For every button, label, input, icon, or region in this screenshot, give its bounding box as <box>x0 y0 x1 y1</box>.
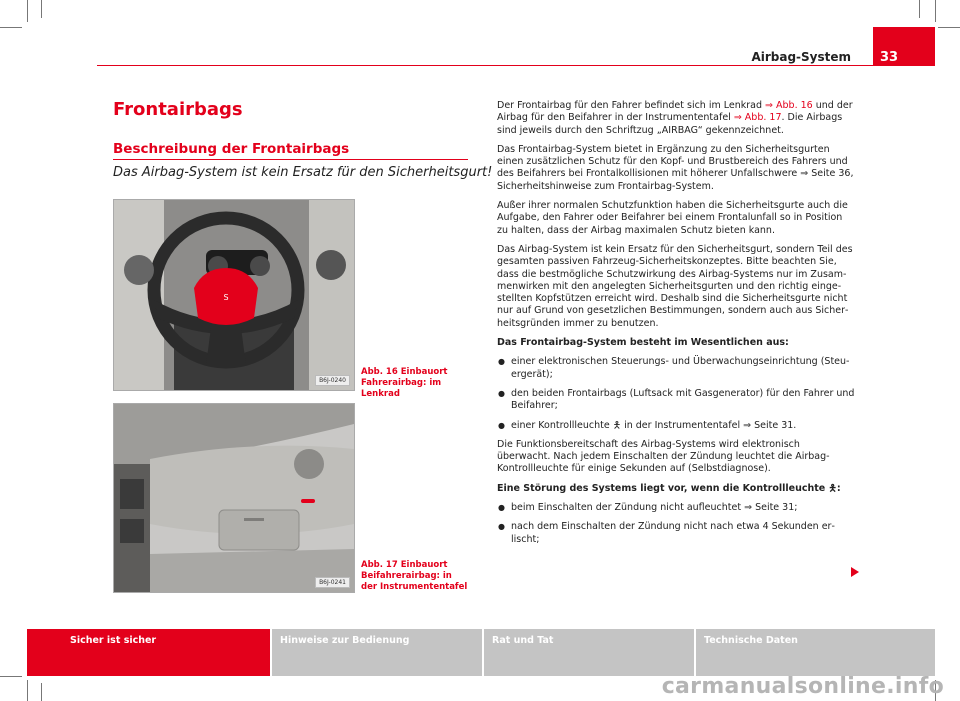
continue-arrow-icon <box>851 567 859 577</box>
list-item: ● einer Kontrollleuchte 🯅 in der Instrumententafel ⇒ Seite 31. <box>497 420 855 432</box>
crop-mark <box>0 27 22 28</box>
crop-mark <box>919 0 920 18</box>
figure-passenger-dashboard <box>113 403 355 593</box>
steering-wheel-illustration <box>114 200 354 390</box>
figure-caption: Abb. 16 Einbauort Fahrerairbag: im Lenkrad <box>361 367 448 399</box>
figure-code: B6J-0240 <box>315 375 350 386</box>
running-header: Airbag-System <box>751 50 851 64</box>
subtitle: Das Airbag-System ist kein Ersatz für den Sicherheitsgurt! <box>113 165 493 180</box>
subsection-title: Beschreibung der Frontairbags <box>113 141 350 157</box>
crop-mark <box>27 0 28 22</box>
footer-tab-hinweise-zur-bedienung[interactable]: Hinweise zur Bedienung <box>272 629 482 676</box>
paragraph: Das Frontairbag-System bietet in Ergänzung zu den Sicherheitsgurten einen zusätzlichen Schutz für den Kopf- und Brustbereich des Fahrers und des Beifahrers bei Frontalkollisionen mit höherer Unfallschwere ⇒ Seite 36, Sicherheitshinweise zum Frontairbag-System. <box>497 143 854 192</box>
paragraph: Außer ihrer normalen Schutzfunktion haben die Sicherheitsgurte auch die Aufgabe, den Fahrer oder Beifahrer bei einem Frontalunfall so in Position zu halten, dass der Airbag maximalen Schutz bieten kann. <box>497 200 848 236</box>
watermark: carmanualsonline.info <box>661 674 944 699</box>
page-number: 33 <box>873 27 935 66</box>
list-item: ● einer elektronischen Steuerungs- und Überwachungseinrichtung (Steuergerät); <box>497 356 855 381</box>
paragraph: Die Funktionsbereitschaft des Airbag-Systems wird elektronisch überwacht. Nach jedem Einschalten der Zündung leuchtet die Airbag-Kontrollleuchte für einige Sekunden auf (Selbstdiagnose). <box>497 438 830 475</box>
figure-code: B6J-0241 <box>315 577 350 588</box>
header-rule <box>97 65 935 66</box>
crop-mark <box>935 0 936 22</box>
footer-tab-sicher-ist-sicher[interactable]: Sicher ist sicher <box>27 629 270 676</box>
list-heading: Eine Störung des Systems liegt vor, wenn die Kontrollleuchte 🯅: <box>497 482 841 494</box>
list-item: ● beim Einschalten der Zündung nicht aufleuchtet ⇒ Seite 31; <box>497 502 855 514</box>
crop-mark <box>41 0 42 18</box>
crop-mark <box>938 27 960 28</box>
section-title: Frontairbags <box>113 99 243 120</box>
paragraph: Das Airbag-System ist kein Ersatz für den Sicherheitsgurt, sondern Teil des gesamten passiven Fahrzeug-Sicherheitskonzeptes. Bitte beachten Sie, dass die bestmögliche Schutzwirkung des Airbag-Systems nur im Zusammenwirken mit den angelegten Sicherheitsgurten und den richtig eingestellten Kopfstützen erreicht wird. Deshalb sind die Sicherheitsgurte nicht nur auf Grund von gesetzlichen Bestimmungen, sondern auch aus Sicherheitsgründen immer zu benutzen. <box>497 243 853 329</box>
list-item: ● den beiden Frontairbags (Luftsack mit Gasgenerator) für den Fahrer und Beifahrer; <box>497 388 855 413</box>
figure-link[interactable]: ⇒ Abb. 16 <box>765 100 813 111</box>
figure-steering-wheel <box>113 199 355 391</box>
subsection-rule <box>113 159 468 160</box>
svg-text:S: S <box>223 293 229 302</box>
footer-tab-technische-daten[interactable]: Technische Daten <box>696 629 935 676</box>
crop-mark <box>27 680 28 701</box>
crop-mark <box>0 676 22 677</box>
body-text <box>497 100 855 553</box>
list-heading: Das Frontairbag-System besteht im Wesentlichen aus: <box>497 337 789 349</box>
paragraph: Der Frontairbag für den Fahrer befindet sich im Lenkrad ⇒ Abb. 16 und der Airbag für den Beifahrer in der Instrumententafel ⇒ Abb. 17. Die Airbags sind jeweils durch den Schriftzug „AIRBAG“ gekennzeichnet. <box>497 100 853 136</box>
figure-link[interactable]: ⇒ Abb. 17 <box>733 112 782 124</box>
figure-caption: Abb. 17 Einbauort Beifahrerairbag: in der Instrumententafel <box>361 560 468 592</box>
footer-tab-rat-und-tat[interactable]: Rat und Tat <box>484 629 694 676</box>
list-item: ● nach dem Einschalten der Zündung nicht nach etwa 4 Sekunden erlischt; <box>497 521 855 546</box>
crop-mark <box>41 683 42 701</box>
dashboard-illustration <box>114 404 354 592</box>
